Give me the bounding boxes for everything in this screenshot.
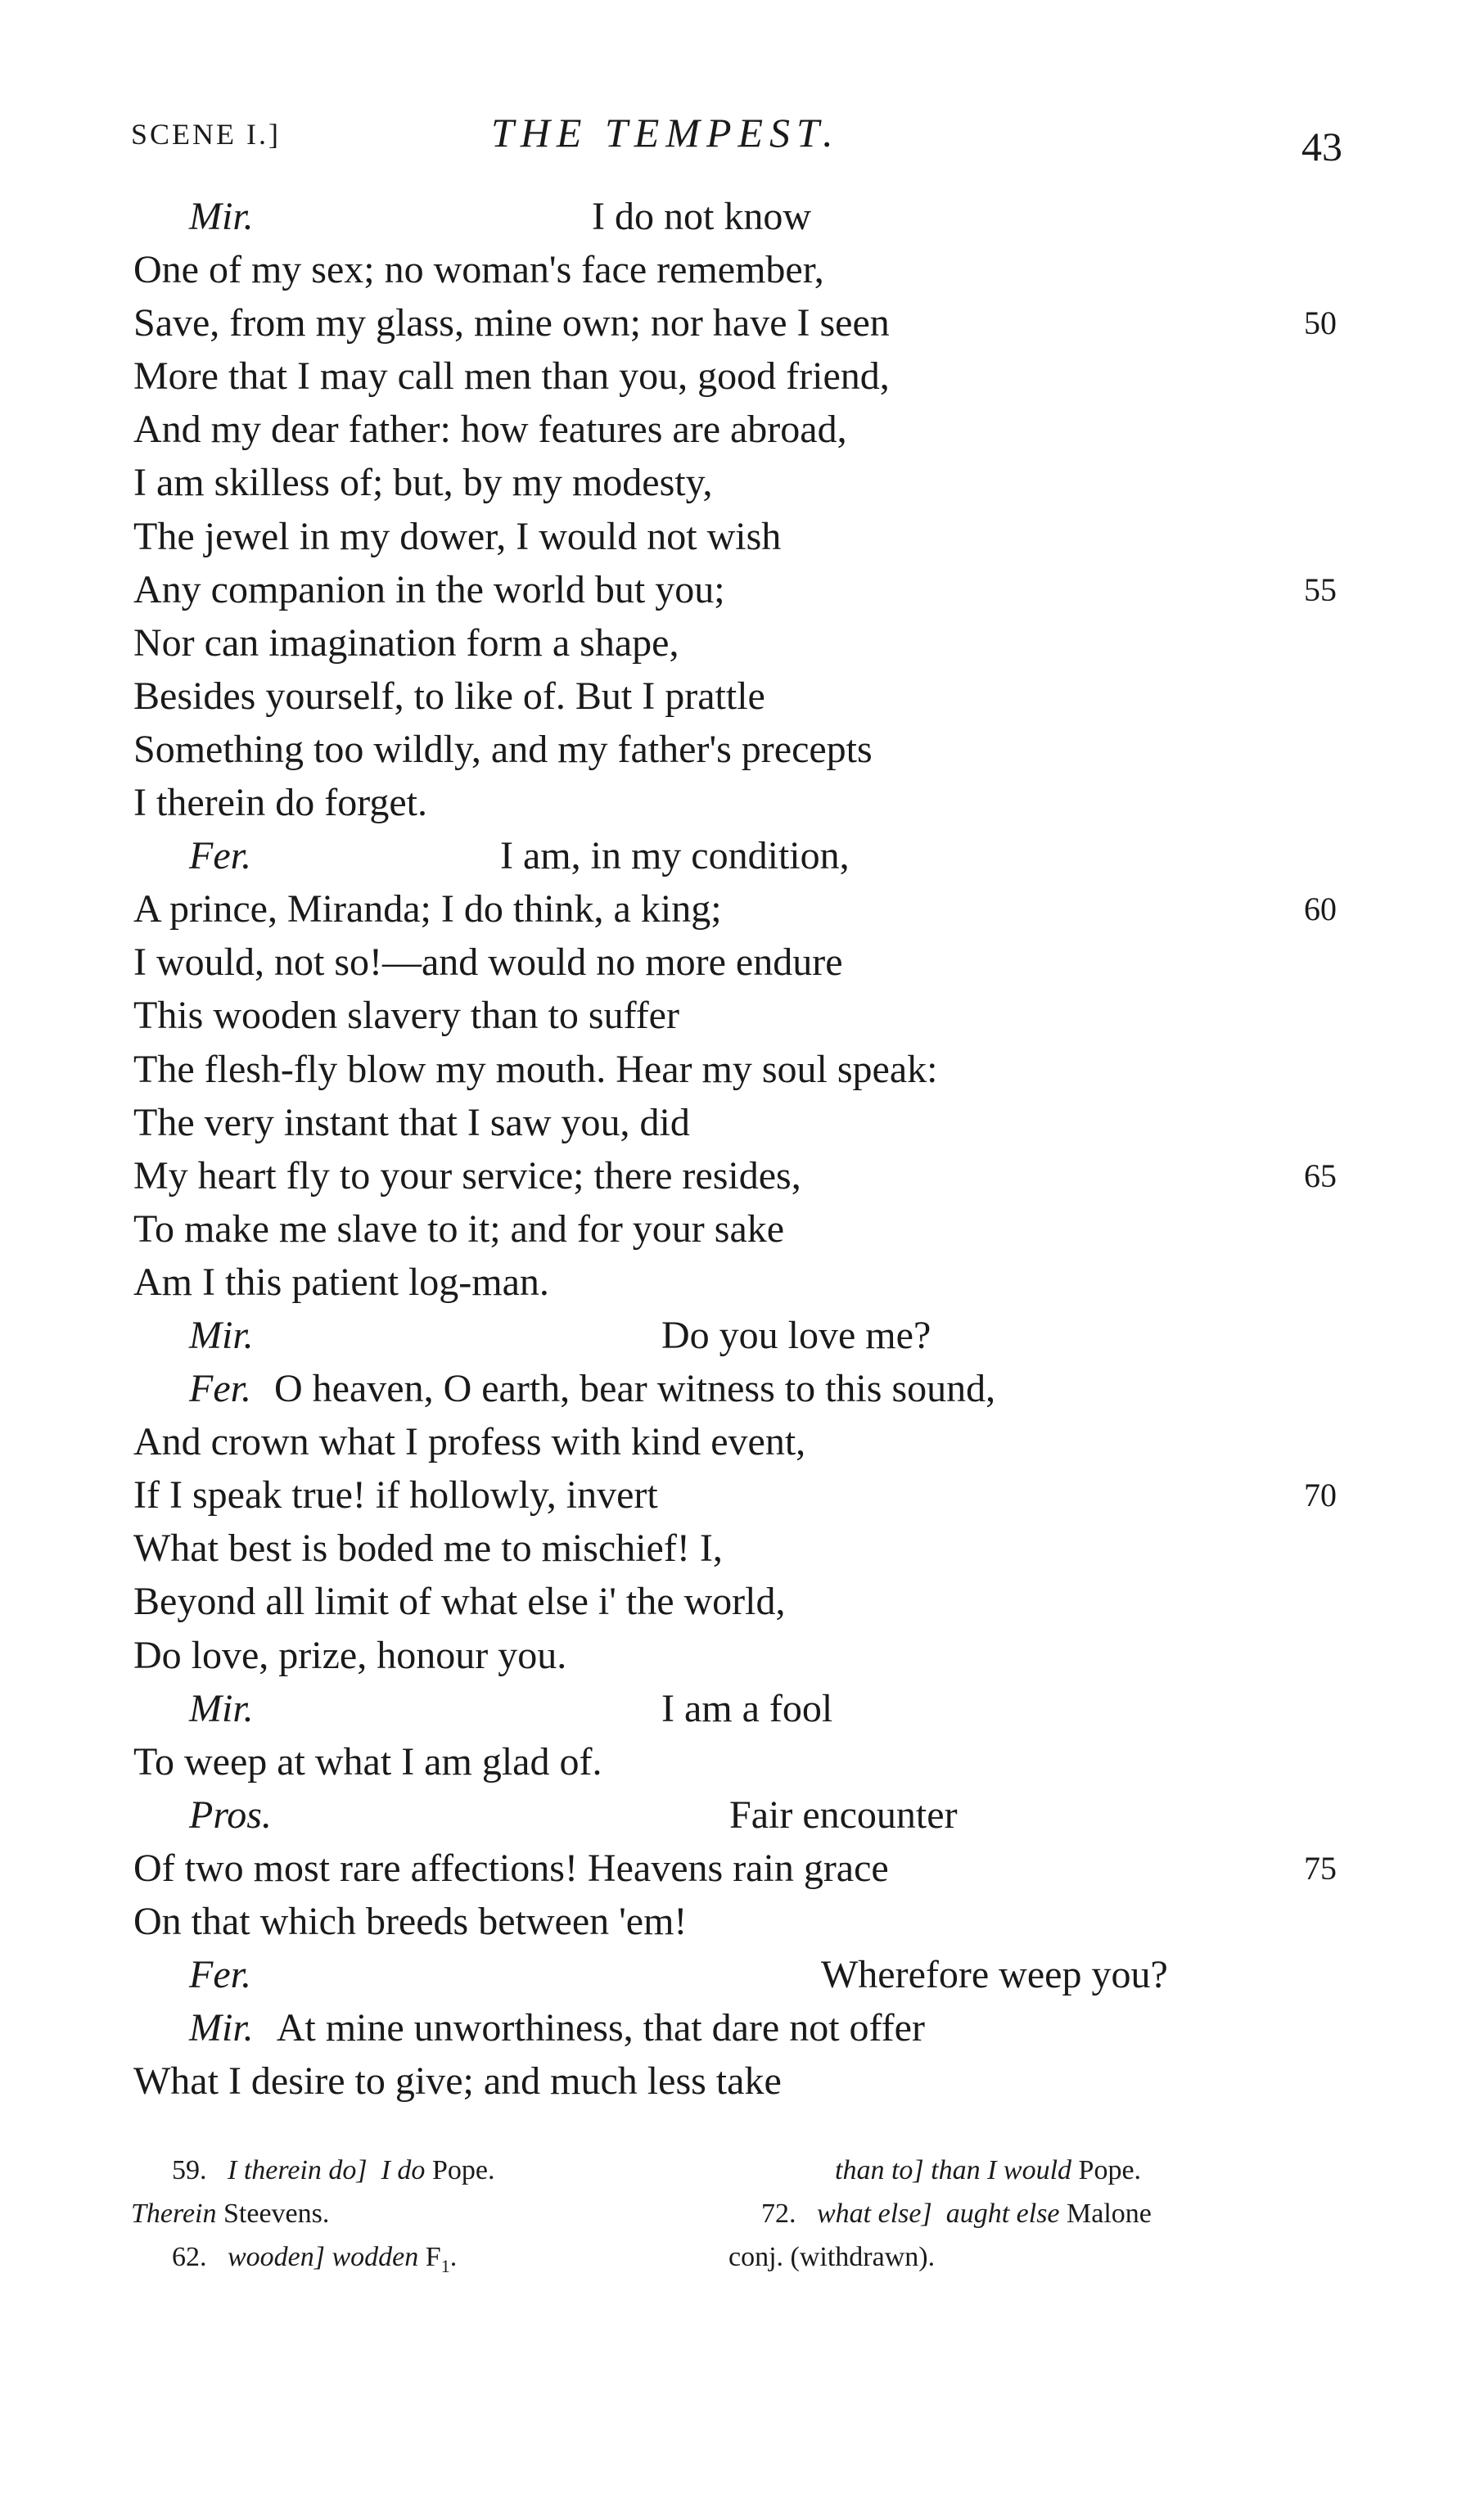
line-text: O heaven, O earth, bear witness to this sound, xyxy=(273,1367,996,1411)
verse-line xyxy=(133,1309,1361,1362)
footnote-variant: wodden xyxy=(332,2242,419,2272)
verse-line xyxy=(133,829,1361,882)
verse-line xyxy=(133,403,1361,456)
footnote-line xyxy=(131,2149,1342,2192)
line-text: To weep at what I am glad of. xyxy=(133,1739,602,1784)
line-text: At mine unworthiness, that dare not offer xyxy=(276,2006,925,2050)
speaker-name: Mir. xyxy=(189,1313,254,1357)
verse-line xyxy=(133,1522,1361,1575)
line-text: What I desire to give; and much less take xyxy=(133,2059,782,2104)
verse-line xyxy=(133,510,1361,563)
line-number: 60 xyxy=(1304,891,1337,928)
footnote-72 xyxy=(761,2192,1152,2235)
verse-line xyxy=(133,1256,1361,1309)
footnote-lemma: I therein do] xyxy=(228,2155,368,2185)
line-number: 55 xyxy=(1304,571,1337,608)
line-text: If I speak true! if hollowly, invert xyxy=(133,1473,658,1518)
line-number: 50 xyxy=(1304,304,1337,342)
footnote-line xyxy=(131,2192,1342,2235)
line-text: Save, from my glass, mine own; nor have I seen xyxy=(133,301,890,345)
line-text: Something too wildly, and my father's precepts xyxy=(133,727,873,771)
speaker-name: Mir. xyxy=(189,195,254,238)
footnote-variant: than I would xyxy=(931,2155,1072,2185)
verse-line xyxy=(133,456,1361,509)
line-text: What best is boded me to mischief! I, xyxy=(133,1527,723,1571)
page-number: 43 xyxy=(1301,124,1342,169)
footnote-than-to xyxy=(835,2149,1141,2192)
verse-line xyxy=(133,1362,1361,1415)
verse-line xyxy=(133,296,1361,350)
line-text: The flesh-fly blow my mouth. Hear my soul speak: xyxy=(133,1047,938,1091)
footnote-subscript: 1 xyxy=(440,2255,450,2276)
speaker-name: Fer. xyxy=(189,834,251,878)
footnote-number: 62. xyxy=(172,2242,207,2272)
line-text: I would, not so!—and would no more endure xyxy=(133,940,843,985)
line-text: Besides yourself, to like of. But I prattle xyxy=(133,674,765,718)
verse-line xyxy=(133,190,1361,243)
line-text: To make me slave to it; and for your sake xyxy=(133,1206,785,1251)
verse-line xyxy=(133,1468,1361,1522)
footnotes xyxy=(131,2149,1342,2279)
line-text: I am, in my condition, xyxy=(500,834,850,878)
line-text: Do love, prize, honour you. xyxy=(133,1633,567,1677)
speaker-name: Fer. xyxy=(189,1953,251,1997)
line-text: And my dear father: how features are abroad, xyxy=(133,408,847,452)
line-text: I do not know xyxy=(592,195,811,238)
line-text: Wherefore weep you? xyxy=(821,1953,1168,1997)
line-number: 65 xyxy=(1304,1157,1337,1194)
line-number: 70 xyxy=(1304,1477,1337,1514)
verse-line xyxy=(133,1575,1361,1628)
footnote-59-cont xyxy=(131,2192,329,2235)
speaker-name: Pros. xyxy=(189,1793,272,1837)
verse-line xyxy=(133,1842,1361,1895)
speaker-name: Mir. xyxy=(189,1686,254,1730)
verse-line xyxy=(133,1043,1361,1096)
footnote-lemma: wooden] xyxy=(228,2242,325,2272)
line-text: One of my sex; no woman's face remember, xyxy=(133,248,824,292)
verse-line xyxy=(133,563,1361,616)
verse-line xyxy=(133,1629,1361,1682)
line-text: Nor can imagination form a shape, xyxy=(133,620,679,665)
verse-line xyxy=(133,2001,1361,2054)
verse-line xyxy=(133,243,1361,296)
verse-line xyxy=(133,350,1361,403)
verse-line xyxy=(133,1096,1361,1149)
verse-line xyxy=(133,1415,1361,1468)
line-text: Do you love me? xyxy=(661,1313,931,1357)
footnote-text: conj. (withdrawn). xyxy=(728,2242,936,2272)
footnote-line xyxy=(131,2235,1342,2279)
verse-line xyxy=(133,1948,1361,2001)
line-text: I am a fool xyxy=(661,1686,833,1730)
line-text: More that I may call men than you, good friend, xyxy=(133,354,890,399)
speaker-name: Fer. xyxy=(189,1367,251,1411)
verse-line xyxy=(133,936,1361,989)
line-text: Fair encounter xyxy=(729,1793,958,1837)
verse-line xyxy=(133,776,1361,829)
verse-line xyxy=(133,1682,1361,1735)
footnote-lemma: than to] xyxy=(835,2155,924,2185)
line-number: 75 xyxy=(1304,1849,1337,1887)
line-text: The jewel in my dower, I would not wish xyxy=(133,514,782,558)
footnote-variant: Therein xyxy=(131,2199,217,2229)
line-text: I am skilless of; but, by my modesty, xyxy=(133,461,713,505)
verse-line xyxy=(133,1735,1361,1788)
verse-line xyxy=(133,1895,1361,1948)
line-text: On that which breeds between 'em! xyxy=(133,1900,688,1943)
footnote-editor: Malone xyxy=(1067,2199,1152,2229)
verse-line xyxy=(133,989,1361,1042)
footnote-variant: I do xyxy=(381,2155,426,2185)
footnote-editor: Pope. xyxy=(431,2155,495,2185)
verse-line xyxy=(133,616,1361,670)
line-text: Beyond all limit of what else i' the world, xyxy=(133,1580,786,1624)
line-text: Any companion in the world but you; xyxy=(133,567,725,611)
line-text: And crown what I profess with kind event, xyxy=(133,1420,806,1464)
line-text: Of two most rare affections! Heavens rain grace xyxy=(133,1846,889,1890)
verse-line xyxy=(133,2054,1361,2108)
footnote-59 xyxy=(172,2149,494,2192)
footnote-lemma: what else] xyxy=(817,2199,932,2229)
footnote-editor: F xyxy=(425,2242,441,2272)
speaker-name: Mir. xyxy=(189,2006,254,2050)
footnote-62 xyxy=(172,2235,457,2288)
line-text: This wooden slavery than to suffer xyxy=(133,994,679,1038)
line-text: Am I this patient log-man. xyxy=(133,1260,549,1304)
footnote-editor: Steevens. xyxy=(223,2199,330,2229)
verse-line xyxy=(133,1788,1361,1842)
footnote-72-cont xyxy=(728,2235,935,2279)
line-text: I therein do forget. xyxy=(133,781,427,825)
line-text: A prince, Miranda; I do think, a king; xyxy=(133,887,722,931)
verse-line xyxy=(133,723,1361,776)
verse-line xyxy=(133,1202,1361,1256)
footnote-number: 59. xyxy=(172,2155,207,2185)
verse-line xyxy=(133,1149,1361,1202)
running-header-scene: SCENE I.] xyxy=(131,118,281,151)
footnote-editor: Pope. xyxy=(1078,2155,1142,2185)
verse-line xyxy=(133,670,1361,723)
footnote-number: 72. xyxy=(761,2199,796,2229)
footnote-variant: aught else xyxy=(945,2199,1060,2229)
verse-block xyxy=(133,190,1361,2108)
footnote-punct: . xyxy=(449,2242,458,2272)
verse-line xyxy=(133,882,1361,936)
line-text: My heart fly to your service; there resides, xyxy=(133,1153,801,1197)
line-text: The very instant that I saw you, did xyxy=(133,1100,690,1144)
running-header-title: THE TEMPEST. xyxy=(491,110,840,156)
